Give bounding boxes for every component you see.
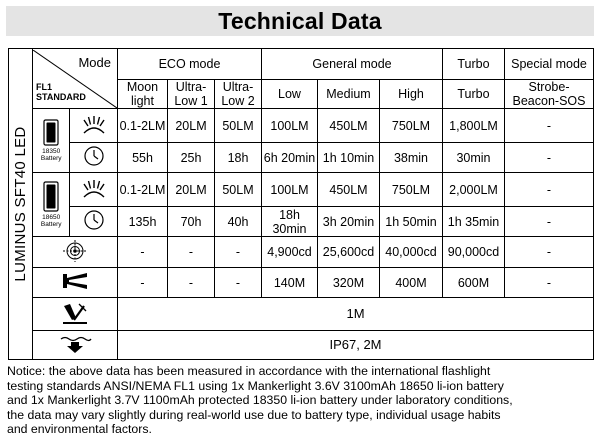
cell: 450LM [318, 109, 380, 143]
runtime-cell [70, 143, 118, 173]
standard-text: STANDARD [36, 91, 86, 102]
light-output-icon [81, 177, 107, 199]
cell: 70h [168, 207, 215, 237]
mode-corner-cell [33, 49, 118, 109]
impact-resistance-icon [60, 300, 90, 326]
moonlight-header: Moon light [118, 80, 168, 109]
impact-icon-cell [33, 298, 118, 331]
impact-value: 1M [118, 298, 594, 331]
battery-18350-cell [33, 109, 70, 173]
cell: - [505, 237, 594, 268]
cell: 100LM [262, 109, 318, 143]
cell: 4,900cd [262, 237, 318, 268]
cell: - [505, 143, 594, 173]
intensity-icon [61, 239, 89, 263]
ultralow2-header: Ultra- Low 2 [215, 80, 262, 109]
cell: 18h 30min [262, 207, 318, 237]
cell: - [215, 237, 262, 268]
eco-mode-header: ECO mode [118, 49, 262, 80]
clock-icon [83, 209, 105, 231]
special-mode-header: Special mode [505, 49, 594, 80]
medium-header: Medium [318, 80, 380, 109]
corner-fl1-label [36, 82, 86, 102]
cell: 140M [262, 268, 318, 298]
runtime-cell [70, 207, 118, 237]
cell: - [215, 268, 262, 298]
cell: 100LM [262, 173, 318, 207]
turbo-header: Turbo [443, 49, 505, 80]
title-bar [6, 6, 594, 36]
cell: - [505, 268, 594, 298]
waterproof-value: IP67, 2M [118, 331, 594, 360]
cell: 135h [118, 207, 168, 237]
cell: 20LM [168, 173, 215, 207]
cell: 40,000cd [380, 237, 443, 268]
cell: 600M [443, 268, 505, 298]
cell: - [118, 268, 168, 298]
battery-18650-label: 18650 Battery [40, 214, 62, 228]
notice-line: and environmental factors. [7, 422, 152, 436]
intensity-icon-cell [33, 237, 118, 268]
cell: - [505, 173, 594, 207]
cell: 20LM [168, 109, 215, 143]
beam-distance-icon [60, 270, 90, 292]
cell: 400M [380, 268, 443, 298]
tech-data-table [8, 48, 594, 360]
cell: 18h [215, 143, 262, 173]
cell: 2,000LM [443, 173, 505, 207]
page-title: Technical Data [218, 7, 382, 34]
notice-text [7, 364, 597, 437]
cell: 25,600cd [318, 237, 380, 268]
turbo-subheader: Turbo [443, 80, 505, 109]
cell: - [168, 268, 215, 298]
light-output-icon [81, 113, 107, 135]
cell: 90,000cd [443, 237, 505, 268]
cell: - [168, 237, 215, 268]
battery-icon [43, 181, 59, 212]
cell: 750LM [380, 109, 443, 143]
cell: 1h 50min [380, 207, 443, 237]
led-label: LUMINUS SFT40 LED [11, 126, 29, 282]
notice-line: the data may vary slightly during real-world use due to battery type, individual usage habits [7, 407, 501, 422]
cell: 30min [443, 143, 505, 173]
low-header: Low [262, 80, 318, 109]
cell: 6h 20min [262, 143, 318, 173]
cell: 450LM [318, 173, 380, 207]
general-mode-header: General mode [262, 49, 443, 80]
cell: 1h 10min [318, 143, 380, 173]
battery-18650-cell [33, 173, 70, 237]
light-output-cell [70, 109, 118, 143]
cell: 50LM [215, 109, 262, 143]
cell: - [118, 237, 168, 268]
strobe-header: Strobe- Beacon-SOS [505, 80, 594, 109]
cell: 55h [118, 143, 168, 173]
led-label-cell [9, 49, 33, 360]
fl1-text: FL1 [36, 81, 53, 92]
cell: - [505, 207, 594, 237]
light-output-cell [70, 173, 118, 207]
cell: 0.1-2LM [118, 173, 168, 207]
cell: 38min [380, 143, 443, 173]
cell: 25h [168, 143, 215, 173]
cell: 1h 35min [443, 207, 505, 237]
cell: 0.1-2LM [118, 109, 168, 143]
cell: 750LM [380, 173, 443, 207]
cell: 320M [318, 268, 380, 298]
cell: 1,800LM [443, 109, 505, 143]
waterproof-icon [58, 333, 92, 355]
notice-line: and 1x Mankerlight 3.7V 1100mAh protected 18350 li-ion battery under laboratory conditions, [7, 393, 513, 407]
cell: - [505, 109, 594, 143]
clock-icon [83, 145, 105, 167]
notice-line: Notice: the above data has been measured in accordance with the international flashlight [7, 364, 491, 378]
corner-mode-label: Mode [78, 54, 111, 70]
cell: 50LM [215, 173, 262, 207]
notice-line: testing standards ANSI/NEMA FL1 using 1x Mankerlight 3.6V 3100mAh 18650 li-ion battery [7, 378, 504, 393]
ultralow1-header: Ultra- Low 1 [168, 80, 215, 109]
battery-icon [43, 119, 59, 146]
high-header: High [380, 80, 443, 109]
waterproof-icon-cell [33, 331, 118, 360]
cell: 3h 20min [318, 207, 380, 237]
distance-icon-cell [33, 268, 118, 298]
battery-18350-label: 18350 Battery [40, 148, 62, 162]
cell: 40h [215, 207, 262, 237]
